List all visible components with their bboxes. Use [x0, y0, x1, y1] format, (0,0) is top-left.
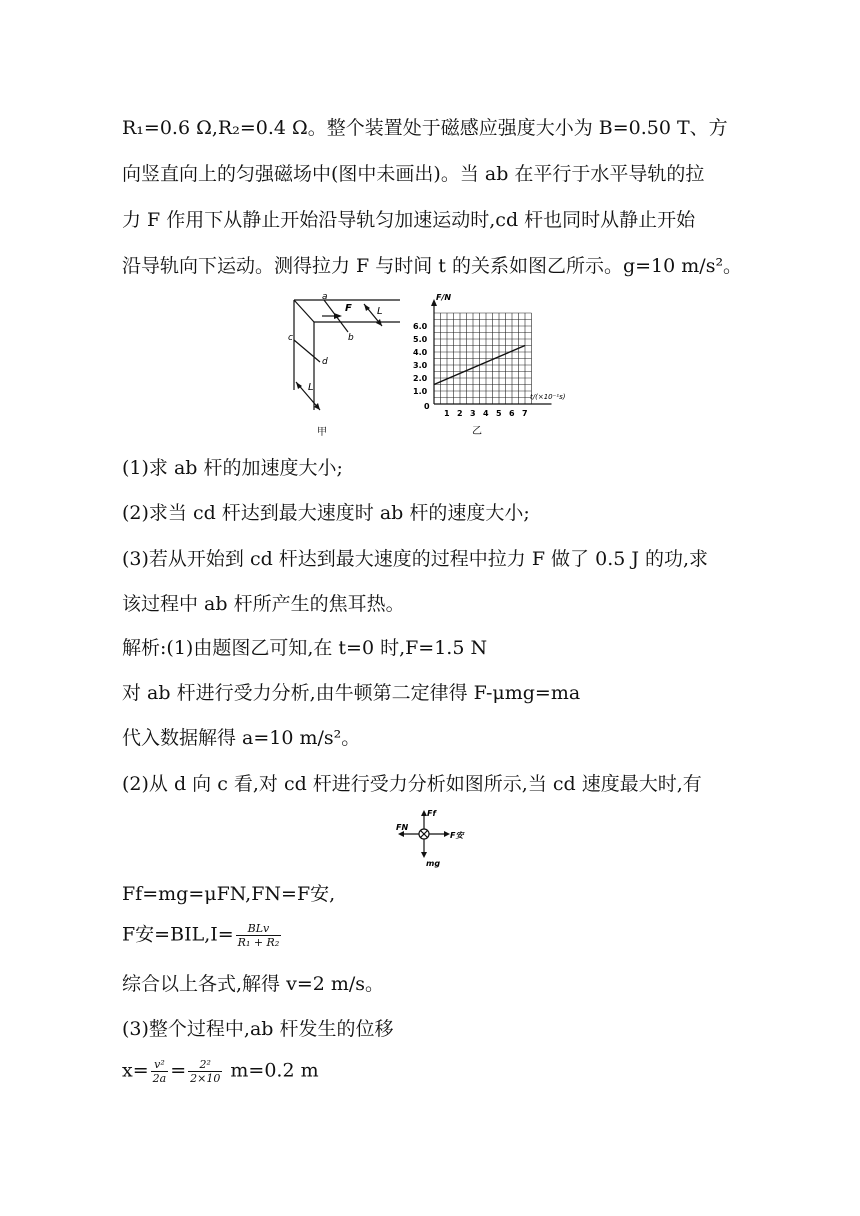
y-tick-label: 4.0 — [413, 348, 428, 357]
displacement-fraction-1-den: 2a — [152, 1072, 167, 1085]
solution-line-6-text: F安=BIL,I= — [122, 923, 234, 946]
label-d: d — [322, 357, 328, 367]
problem-line-1: R₁=0.6 Ω,R₂=0.4 Ω。整个装置处于磁感应强度大小为 B=0.50 T、方 — [122, 117, 728, 139]
label-F: F — [345, 303, 352, 314]
displacement-fraction-2-num: 2² — [188, 1058, 222, 1072]
caption-yi: 乙 — [472, 426, 482, 437]
question-1: (1)求 ab 杆的加速度大小; — [122, 457, 343, 479]
x-tick-label: 4 — [483, 409, 489, 418]
force-label-fn: FN — [396, 823, 409, 832]
force-label-ff: Ff — [427, 809, 436, 818]
label-a: a — [322, 292, 328, 302]
displacement-fraction-2-den: 2×10 — [190, 1072, 221, 1085]
current-fraction-num: BLv — [236, 922, 282, 936]
label-c: c — [288, 333, 293, 343]
y-axis-label: F/N — [436, 293, 452, 302]
solution-line-7: 综合以上各式,解得 v=2 m/s。 — [122, 973, 385, 995]
figure-yi-chart — [412, 288, 582, 438]
x-axis-label: t/(×10⁻¹s) — [530, 393, 566, 401]
displacement-fraction-1 — [151, 1058, 169, 1085]
label-L-left: L — [308, 382, 314, 393]
x-tick-label: 3 — [470, 409, 476, 418]
solution-line-4: (2)从 d 向 c 看,对 cd 杆进行受力分析如图所示,当 cd 速度最大时,有 — [122, 773, 702, 795]
solution-line-9-x: x= — [122, 1059, 149, 1082]
problem-line-4: 沿导轨向下运动。测得拉力 F 与时间 t 的关系如图乙所示。g=10 m/s²。 — [122, 255, 743, 277]
label-b: b — [348, 333, 354, 343]
label-L-top: L — [377, 306, 383, 317]
x-tick-label: 1 — [444, 409, 450, 418]
solution-line-9-eq: = — [170, 1059, 187, 1082]
caption-jia: 甲 — [317, 427, 327, 438]
y-tick-label: 3.0 — [413, 361, 428, 370]
current-fraction — [236, 922, 282, 949]
x-tick-label: 2 — [457, 409, 463, 418]
force-label-mg: mg — [426, 859, 441, 868]
force-diagram — [392, 806, 472, 870]
y-tick-label: 2.0 — [413, 374, 428, 383]
y-tick-label: 6.0 — [413, 322, 428, 331]
question-3a: (3)若从开始到 cd 杆达到最大速度的过程中拉力 F 做了 0.5 J 的功,求 — [122, 548, 709, 570]
x-tick-label: 5 — [496, 409, 502, 418]
problem-line-2: 向竖直向上的匀强磁场中(图中未画出)。当 ab 在平行于水平导轨的拉 — [122, 163, 705, 185]
x-tick-label: 7 — [522, 409, 528, 418]
solution-line-5: Ff=mg=μFN,FN=F安, — [122, 883, 336, 905]
solution-line-2: 对 ab 杆进行受力分析,由牛顿第二定律得 F-μmg=ma — [122, 682, 581, 704]
solution-line-9-result: m=0.2 m — [224, 1059, 319, 1082]
y-tick-label: 1.0 — [413, 387, 428, 396]
displacement-fraction-2 — [188, 1058, 222, 1085]
problem-line-3: 力 F 作用下从静止开始沿导轨匀加速运动时,cd 杆也同时从静止开始 — [122, 209, 696, 231]
origin-label: 0 — [424, 402, 430, 411]
solution-line-9 — [122, 1058, 319, 1085]
solution-line-3: 代入数据解得 a=10 m/s²。 — [122, 727, 361, 749]
solution-line-8: (3)整个过程中,ab 杆发生的位移 — [122, 1018, 394, 1040]
solution-line-6 — [122, 922, 283, 949]
solution-line-1: 解析:(1)由题图乙可知,在 t=0 时,F=1.5 N — [122, 637, 488, 659]
x-tick-label: 6 — [509, 409, 515, 418]
displacement-fraction-1-num: v² — [151, 1058, 169, 1072]
force-label-fan: F安 — [450, 831, 464, 840]
question-3b: 该过程中 ab 杆所产生的焦耳热。 — [122, 593, 405, 615]
question-2: (2)求当 cd 杆达到最大速度时 ab 杆的速度大小; — [122, 502, 530, 524]
y-tick-label: 5.0 — [413, 335, 428, 344]
current-fraction-den: R₁ + R₂ — [237, 936, 280, 949]
figure-jia — [282, 290, 412, 440]
